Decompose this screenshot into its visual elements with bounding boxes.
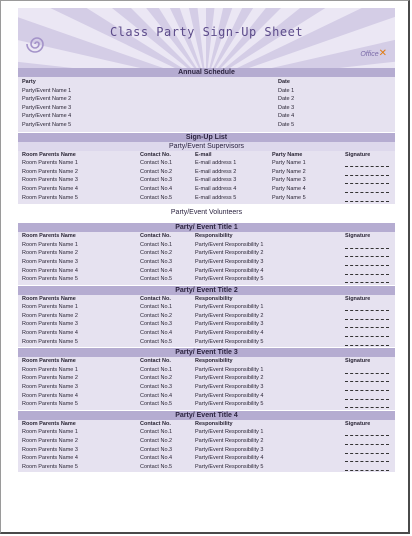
- signature-line[interactable]: [345, 394, 389, 400]
- signature-line[interactable]: [345, 465, 389, 471]
- event-title-heading: Party/ Event Title 2: [18, 286, 395, 295]
- contact-cell: Contact No.1: [140, 160, 173, 167]
- party-date-cell: Date 4: [278, 113, 295, 120]
- event-title-heading: Party/ Event Title 3: [18, 348, 395, 357]
- signature-cell: [345, 303, 389, 312]
- signature-cell: [345, 258, 389, 267]
- parent-name-cell: Room Parents Name 5: [22, 463, 78, 470]
- party-cell: Party Name 2: [272, 168, 306, 175]
- signature-cell: [345, 329, 389, 338]
- signature-cell: [345, 320, 389, 329]
- signature-cell: [345, 428, 389, 437]
- col-date: Date: [278, 79, 290, 85]
- signature-line[interactable]: [345, 277, 389, 283]
- col-contact: Contact No.: [140, 358, 171, 365]
- sheet-title: Class Party Sign-Up Sheet: [109, 25, 304, 39]
- col-parent: Room Parents Name: [22, 420, 76, 427]
- schedule-row: [18, 121, 395, 130]
- contact-cell: Contact No.1: [140, 241, 173, 248]
- contact-cell: Contact No.4: [140, 330, 173, 337]
- responsibility-cell: Party/Event Responsibility 5: [195, 401, 264, 408]
- responsibility-cell: Party/Event Responsibility 5: [195, 338, 264, 345]
- event-header-row: [18, 420, 395, 429]
- signature-line[interactable]: [345, 448, 389, 454]
- signature-cell: [345, 463, 389, 472]
- event-header-row: [18, 357, 395, 366]
- party-name-cell: Party/Event Name 4: [22, 113, 72, 120]
- contact-cell: Contact No.2: [140, 312, 173, 319]
- signature-line[interactable]: [345, 376, 389, 382]
- parent-name-cell: Room Parents Name 5: [22, 194, 78, 201]
- col-parent: Room Parents Name: [22, 151, 76, 158]
- contact-cell: Contact No.5: [140, 194, 173, 201]
- signature-line[interactable]: [345, 187, 389, 193]
- responsibility-cell: Party/Event Responsibility 4: [195, 392, 264, 399]
- col-signature: Signature: [345, 358, 371, 365]
- col-party-name: Party Name: [272, 151, 303, 158]
- responsibility-cell: Party/Event Responsibility 2: [195, 312, 264, 319]
- party-cell: Party Name 4: [272, 185, 306, 192]
- signature-cell: [345, 249, 389, 258]
- event-volunteer-table: [18, 295, 395, 348]
- parent-name-cell: Room Parents Name 3: [22, 177, 78, 184]
- contact-cell: Contact No.3: [140, 384, 173, 391]
- event-volunteer-table: [18, 357, 395, 410]
- signature-cell: [345, 392, 389, 401]
- parent-name-cell: Room Parents Name 4: [22, 455, 78, 462]
- responsibility-cell: Party/Event Responsibility 3: [195, 446, 264, 453]
- parent-name-cell: Room Parents Name 3: [22, 446, 78, 453]
- volunteer-row: [18, 267, 395, 276]
- volunteers-heading: Party/Event Volunteers: [18, 204, 395, 222]
- party-date-cell: Date 1: [278, 87, 295, 94]
- party-cell: Party Name 3: [272, 177, 306, 184]
- signature-cell: [345, 176, 389, 185]
- col-responsibility: Responsibility: [195, 295, 233, 302]
- contact-cell: Contact No.3: [140, 258, 173, 265]
- responsibility-cell: Party/Event Responsibility 2: [195, 438, 264, 444]
- col-responsibility: Responsibility: [195, 420, 233, 427]
- contact-cell: Contact No.2: [140, 168, 173, 175]
- contact-cell: Contact No.4: [140, 455, 173, 462]
- col-parent: Room Parents Name: [22, 295, 76, 302]
- col-responsibility: Responsibility: [195, 233, 233, 240]
- event-header-row: [18, 295, 395, 304]
- schedule-row: [18, 104, 395, 113]
- parent-name-cell: Room Parents Name 2: [22, 438, 78, 444]
- party-name-cell: Party/Event Name 5: [22, 121, 72, 128]
- supervisor-row: [18, 176, 395, 185]
- responsibility-cell: Party/Event Responsibility 2: [195, 250, 264, 257]
- col-parent: Room Parents Name: [22, 358, 76, 365]
- supervisor-row: [18, 194, 395, 203]
- supervisors-table: [18, 151, 395, 205]
- signature-line[interactable]: [345, 456, 389, 462]
- parent-name-cell: Room Parents Name 1: [22, 160, 78, 167]
- contact-cell: Contact No.3: [140, 177, 173, 184]
- parent-name-cell: Room Parents Name 5: [22, 276, 78, 283]
- sign-up-sheet: [18, 8, 395, 472]
- parent-name-cell: Room Parents Name 4: [22, 267, 78, 274]
- schedule-row: [18, 95, 395, 104]
- col-responsibility: Responsibility: [195, 358, 233, 365]
- email-cell: E-mail address 1: [195, 160, 237, 167]
- responsibility-cell: Party/Event Responsibility 3: [195, 258, 264, 265]
- party-cell: Party Name 5: [272, 194, 306, 201]
- header-banner: [18, 8, 395, 68]
- signature-line[interactable]: [345, 251, 389, 257]
- responsibility-cell: Party/Event Responsibility 4: [195, 455, 264, 462]
- responsibility-cell: Party/Event Responsibility 4: [195, 267, 264, 274]
- supervisor-row: [18, 168, 395, 177]
- col-parent: Room Parents Name: [22, 233, 76, 240]
- signature-line[interactable]: [345, 178, 389, 184]
- signature-cell: [345, 159, 389, 168]
- email-cell: E-mail address 2: [195, 168, 237, 175]
- email-cell: E-mail address 3: [195, 177, 237, 184]
- annual-schedule-table: [18, 77, 395, 132]
- volunteer-row: [18, 275, 395, 284]
- parent-name-cell: Room Parents Name 5: [22, 338, 78, 345]
- signature-line[interactable]: [345, 170, 389, 176]
- parent-name-cell: Room Parents Name 4: [22, 392, 78, 399]
- volunteer-row: [18, 241, 395, 250]
- col-signature: Signature: [345, 295, 371, 302]
- signature-line[interactable]: [345, 439, 389, 445]
- parent-name-cell: Room Parents Name 1: [22, 304, 78, 311]
- signature-cell: [345, 168, 389, 177]
- signature-cell: [345, 185, 389, 194]
- annual-schedule-header-row: [18, 78, 395, 87]
- signature-line[interactable]: [345, 331, 389, 337]
- signature-line[interactable]: [345, 402, 389, 408]
- signature-cell: [345, 338, 389, 347]
- party-name-cell: Party/Event Name 3: [22, 104, 72, 111]
- volunteer-row: [18, 258, 395, 267]
- parent-name-cell: Room Parents Name 1: [22, 366, 78, 373]
- signature-line[interactable]: [345, 269, 389, 275]
- parent-name-cell: Room Parents Name 1: [22, 241, 78, 248]
- signature-line[interactable]: [345, 260, 389, 266]
- volunteer-row: [18, 320, 395, 329]
- volunteer-row: [18, 338, 395, 347]
- responsibility-cell: Party/Event Responsibility 5: [195, 276, 264, 283]
- signature-line[interactable]: [345, 161, 389, 167]
- signature-cell: [345, 366, 389, 375]
- contact-cell: Contact No.1: [140, 366, 173, 373]
- signature-cell: [345, 383, 389, 392]
- volunteer-row: [18, 463, 395, 472]
- parent-name-cell: Room Parents Name 2: [22, 375, 78, 382]
- volunteer-row: [18, 329, 395, 338]
- supervisors-header-row: [18, 151, 395, 160]
- contact-cell: Contact No.2: [140, 438, 173, 444]
- event-header-row: [18, 232, 395, 241]
- signature-line[interactable]: [345, 368, 389, 374]
- col-contact: Contact No.: [140, 233, 171, 240]
- signature-line[interactable]: [345, 314, 389, 320]
- responsibility-cell: Party/Event Responsibility 2: [195, 375, 264, 382]
- responsibility-cell: Party/Event Responsibility 1: [195, 366, 264, 373]
- signature-cell: [345, 446, 389, 455]
- col-signature: Signature: [345, 420, 371, 427]
- col-contact: Contact No.: [140, 420, 171, 427]
- parent-name-cell: Room Parents Name 3: [22, 384, 78, 391]
- signature-cell: [345, 312, 389, 321]
- party-name-cell: Party/Event Name 2: [22, 96, 72, 103]
- email-cell: E-mail address 5: [195, 194, 237, 201]
- signature-cell: [345, 241, 389, 250]
- signature-line[interactable]: [345, 196, 389, 202]
- volunteer-row: [18, 249, 395, 258]
- party-date-cell: Date 3: [278, 104, 295, 111]
- annual-schedule-heading: Annual Schedule: [18, 68, 395, 77]
- signature-line[interactable]: [345, 243, 389, 249]
- signature-line[interactable]: [345, 340, 389, 346]
- signature-line[interactable]: [345, 385, 389, 391]
- signature-cell: [345, 275, 389, 284]
- parent-name-cell: Room Parents Name 2: [22, 312, 78, 319]
- schedule-row: [18, 112, 395, 121]
- responsibility-cell: Party/Event Responsibility 3: [195, 321, 264, 328]
- signature-line[interactable]: [345, 305, 389, 311]
- responsibility-cell: Party/Event Responsibility 1: [195, 241, 264, 248]
- col-email: E-mail: [195, 151, 212, 158]
- parent-name-cell: Room Parents Name 2: [22, 250, 78, 257]
- parent-name-cell: Room Parents Name 5: [22, 401, 78, 408]
- volunteer-row: [18, 383, 395, 392]
- volunteer-row: [18, 446, 395, 455]
- contact-cell: Contact No.3: [140, 446, 173, 453]
- responsibility-cell: Party/Event Responsibility 4: [195, 330, 264, 337]
- contact-cell: Contact No.1: [140, 429, 173, 436]
- contact-cell: Contact No.4: [140, 267, 173, 274]
- supervisor-row: [18, 159, 395, 168]
- responsibility-cell: Party/Event Responsibility 1: [195, 304, 264, 311]
- email-cell: E-mail address 4: [195, 185, 237, 192]
- contact-cell: Contact No.5: [140, 401, 173, 408]
- parent-name-cell: Room Parents Name 3: [22, 321, 78, 328]
- contact-cell: Contact No.3: [140, 321, 173, 328]
- responsibility-cell: Party/Event Responsibility 3: [195, 384, 264, 391]
- contact-cell: Contact No.4: [140, 392, 173, 399]
- party-name-cell: Party/Event Name 1: [22, 87, 72, 94]
- party-date-cell: Date 2: [278, 96, 295, 103]
- signup-list-heading: Sign-Up List: [18, 133, 395, 142]
- volunteer-row: [18, 366, 395, 375]
- contact-cell: Contact No.2: [140, 250, 173, 257]
- event-title-heading: Party/ Event Title 1: [18, 223, 395, 232]
- responsibility-cell: Party/Event Responsibility 1: [195, 429, 264, 436]
- col-contact: Contact No.: [140, 295, 171, 302]
- col-contact: Contact No.: [140, 151, 171, 158]
- signature-cell: [345, 437, 389, 446]
- contact-cell: Contact No.5: [140, 338, 173, 345]
- col-party: Party: [22, 79, 36, 85]
- parent-name-cell: Room Parents Name 1: [22, 429, 78, 436]
- event-volunteer-table: [18, 420, 395, 473]
- signature-cell: [345, 194, 389, 203]
- contact-cell: Contact No.5: [140, 463, 173, 470]
- parent-name-cell: Room Parents Name 4: [22, 330, 78, 337]
- office-logo: [360, 48, 387, 59]
- supervisors-heading: Party/Event Supervisors: [18, 142, 395, 151]
- col-signature: Signature: [345, 151, 371, 158]
- contact-cell: Contact No.2: [140, 375, 173, 382]
- signature-cell: [345, 267, 389, 276]
- contact-cell: Contact No.5: [140, 276, 173, 283]
- parent-name-cell: Room Parents Name 3: [22, 258, 78, 265]
- signature-cell: [345, 400, 389, 409]
- signature-line[interactable]: [345, 430, 389, 436]
- col-signature: Signature: [345, 233, 371, 240]
- event-title-heading: Party/ Event Title 4: [18, 411, 395, 420]
- volunteer-row: [18, 437, 395, 446]
- office-logo-text: Office: [360, 51, 379, 58]
- contact-cell: Contact No.1: [140, 304, 173, 311]
- signature-cell: [345, 454, 389, 463]
- logo-mark-icon: ✕: [378, 48, 387, 59]
- signature-line[interactable]: [345, 322, 389, 328]
- volunteer-row: [18, 312, 395, 321]
- event-volunteer-table: [18, 232, 395, 285]
- schedule-row: [18, 87, 395, 96]
- responsibility-cell: Party/Event Responsibility 5: [195, 463, 264, 470]
- signature-cell: [345, 374, 389, 383]
- party-date-cell: Date 5: [278, 121, 295, 128]
- volunteer-row: [18, 374, 395, 383]
- party-cell: Party Name 1: [272, 160, 306, 167]
- volunteer-row: [18, 428, 395, 437]
- volunteer-row: [18, 303, 395, 312]
- parent-name-cell: Room Parents Name 4: [22, 185, 78, 192]
- parent-name-cell: Room Parents Name 2: [22, 168, 78, 175]
- supervisor-row: [18, 185, 395, 194]
- volunteer-row: [18, 454, 395, 463]
- volunteer-row: [18, 400, 395, 409]
- volunteer-row: [18, 392, 395, 401]
- contact-cell: Contact No.4: [140, 185, 173, 192]
